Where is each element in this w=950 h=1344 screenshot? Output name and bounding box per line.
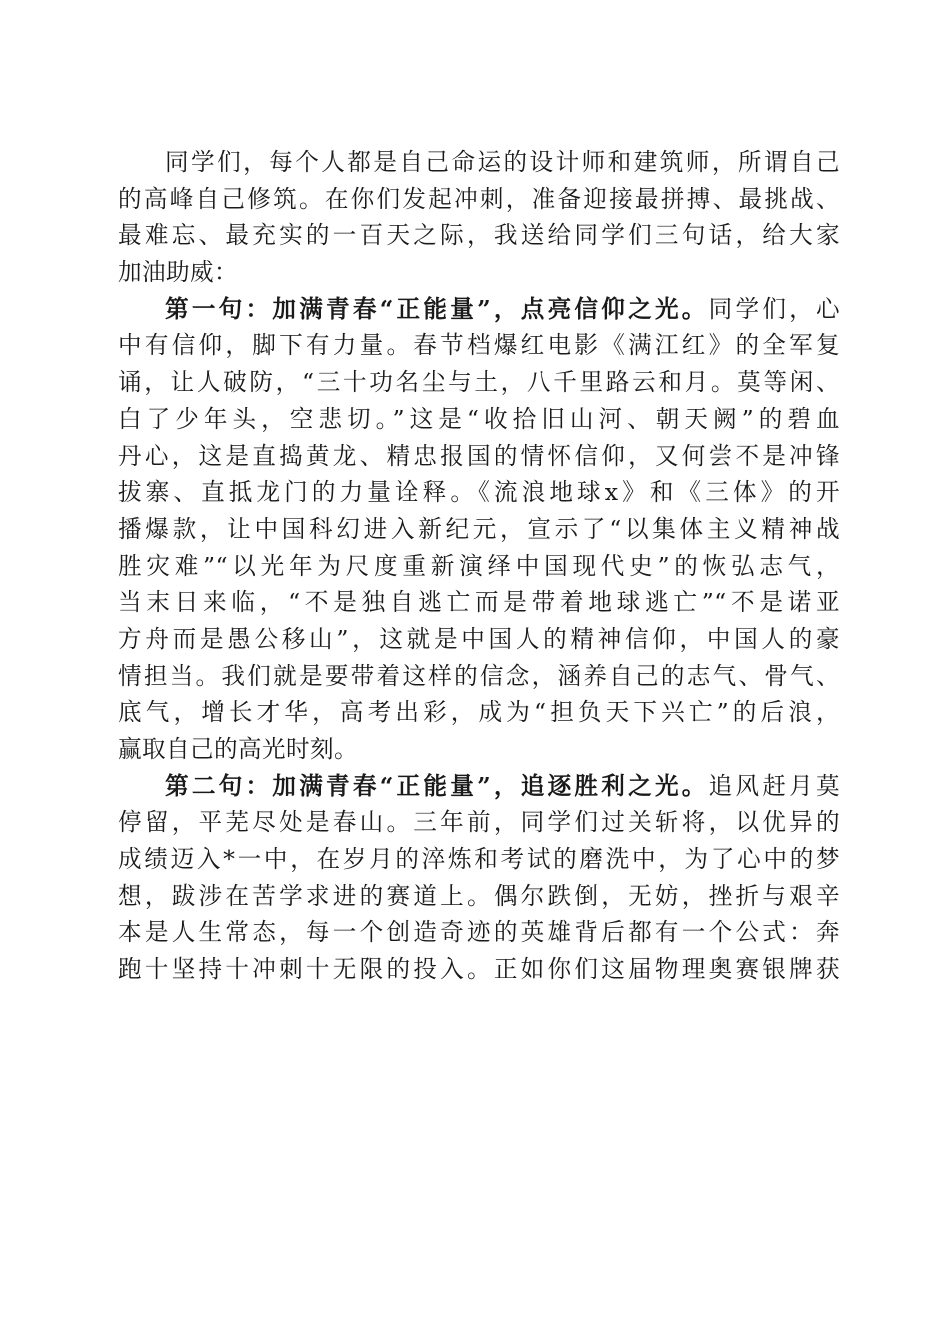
text-line: 底气，增长才华，高考出彩，成为“担负天下兴亡”的后浪， [118, 698, 840, 727]
text-line: 白了少年头，空悲切。”这是“收拾旧山河、朝天阙”的碧血 [118, 404, 840, 433]
text-line: 跑十坚持十冲刺十无限的投入。正如你们这届物理奥赛银牌获 [118, 955, 840, 984]
text-line: 本是人生常态，每一个创造奇迹的英雄背后都有一个公式：奔 [118, 918, 840, 947]
section-heading: 第二句：加满青春“正能量”，追逐胜利之光。 [165, 771, 709, 800]
text-line: 当末日来临，“不是独自逃亡而是带着地球逃亡”“不是诺亚 [118, 588, 840, 617]
text-run: 同学们，心 [708, 294, 841, 323]
text-line: 方舟而是愚公移山”，这就是中国人的精神信仰，中国人的豪 [118, 624, 840, 653]
text-line [118, 768, 840, 805]
text-line: 成绩迈入*一中，在岁月的淬炼和考试的磨洗中，为了心中的梦 [118, 845, 840, 874]
text-line: 的高峰自己修筑。在你们发起冲刺，准备迎接最拼搏、最挑战、 [118, 184, 840, 213]
text-run: 追风赶月莫 [708, 771, 841, 800]
text-line: 想，跋涉在苦学求进的赛道上。偶尔跌倒，无妨，挫折与艰辛 [118, 881, 840, 910]
text-line: 加油助威： [118, 258, 238, 287]
paragraph-first-point [118, 291, 840, 768]
text-line: 中有信仰，脚下有力量。春节档爆红电影《满江红》的全军复 [118, 331, 840, 360]
text-line: 播爆款，让中国科幻进入新纪元，宣示了“以集体主义精神战 [118, 514, 840, 543]
text-line: 停留，平芜尽处是春山。三年前，同学们过关斩将，以优异的 [118, 808, 840, 837]
text-line: 丹心，这是直捣黄龙、精忠报国的情怀信仰，又何尝不是冲锋 [118, 441, 840, 470]
document-body [118, 144, 840, 988]
text-line: 同学们，每个人都是自己命运的设计师和建筑师，所谓自己 [165, 148, 840, 176]
text-line: 最难忘、最充实的一百天之际，我送给同学们三句话，给大家 [118, 221, 840, 250]
paragraph-second-point [118, 768, 840, 988]
text-line: 拔寨、直抵龙门的力量诠释。《流浪地球x》和《三体》的开 [118, 478, 840, 507]
text-line: 胜灾难”“以光年为尺度重新演绎中国现代史”的恢弘志气， [118, 551, 840, 580]
paragraph-intro [118, 144, 840, 291]
text-line [118, 291, 840, 328]
text-line: 赢取自己的高光时刻。 [118, 735, 358, 763]
section-heading: 第一句：加满青春“正能量”，点亮信仰之光。 [165, 294, 709, 323]
text-line: 情担当。我们就是要带着这样的信念，涵养自己的志气、骨气、 [118, 661, 840, 690]
text-line: 诵，让人破防，“三十功名尘与土，八千里路云和月。莫等闲、 [118, 368, 840, 397]
